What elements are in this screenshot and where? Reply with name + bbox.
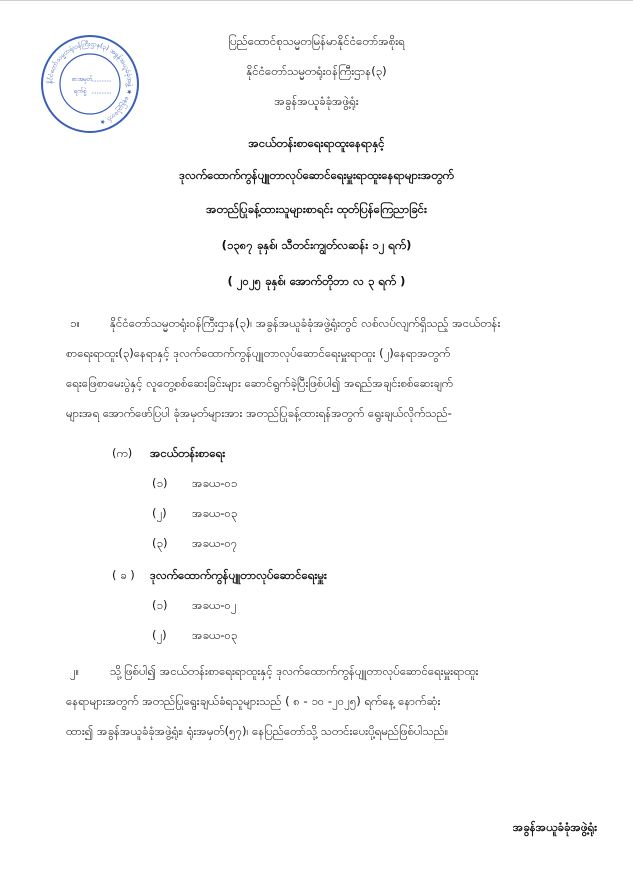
page-top-border (0, 0, 633, 1)
seal-line-ref: စာအမှတ် (72, 76, 93, 83)
paragraph-1-line: ရေးဖြေစာမေးပွဲနှင့် လူတွေ့စစ်ဆေးခြင်းများ ဆောင်ရွက်ခဲ့ပြီးဖြစ်ပါ၍ အရည်အချင်းစစ်ဆေးချက် (66, 376, 453, 390)
header-office: အခွန်အယူခံခုံအဖွဲ့ရုံး (274, 94, 359, 108)
signature-office: အခွန်အယူခံခုံအဖွဲ့ရုံး (512, 820, 597, 834)
list-item-number: (၁) (152, 598, 168, 612)
paragraph-1-line: များအရ အောက်ဖော်ပြပါ ခုံအမှတ်များအား အတည်ပြုခန့်ထားရန်အတွက် ရွေးချယ်လိုက်သည်- (66, 406, 452, 420)
list-item-number: (၃) (152, 536, 168, 550)
paragraph-2-line: သို့ဖြစ်ပါ၍ အငယ်တန်းစာရေးရာထူးနှင့် ဒုလက်ထောက်ကွန်ပျူတာလုပ်ဆောင်ရေးမှူးရာထူး (110, 664, 479, 678)
list-item-number: (၂) (152, 506, 167, 520)
paragraph-1-line: နိုင်ငံတော်သမ္မတရုံးဝန်ကြီးဌာန(၃)၊ အခွန်အယူခံခုံအဖွဲ့ရုံးတွင် လစ်လပ်လျက်ရှိသည့် အငယ်တန်း (110, 316, 501, 330)
header-government: ပြည်ထောင်စုသမ္မတမြန်မာနိုင်ငံတော်အစိုးရ (228, 34, 405, 48)
list-item-seat-number: အခယ-၀၂ (192, 598, 237, 612)
paragraph-2-number: ၂။ (70, 664, 80, 678)
paragraph-2-line: နေရာများအတွက် အတည်ပြုရွေးချယ်ခံရသူများသည် ( ၈ - ၁၀ -၂၀၂၅) ရက်နေ့ နောက်ဆုံး (66, 694, 441, 708)
date-gregorian: ( ၂၀၂၅ ခုနှစ်၊ အောက်တိုဘာ လ ၃ ရက် ) (227, 274, 406, 288)
date-myanmar: (၁၃၈၇ ခုနှစ်၊ သီတင်းကျွတ်လဆန်း ၁၂ ရက်) (221, 238, 412, 252)
list-item-seat-number: အခယ-၀၇ (192, 536, 238, 550)
list-item-number: (၂) (152, 628, 167, 642)
seal-ring-text: နိုင်ငံတော်သမ္မတရုံးဝန်ကြီးဌာန(၃) အခွန်အယူခံခုံအဖွဲ့ ★ နေပြည်တော် ★ (45, 39, 135, 127)
list-item-seat-number: အခယ-၀၁ (192, 476, 238, 490)
paragraph-1-line: စာရေးရာထူး(၃)နေရာနှင့် ဒုလက်ထောက်ကွန်ပျူတာလုပ်ဆောင်ရေးမှူးရာထူး (၂)နေရာအတွက် (66, 346, 451, 360)
section-b-marker: ( ခ ) (112, 568, 135, 582)
paragraph-2-line: ထား၍ အခွန်အယူခံခုံအဖွဲ့ရုံး၊ ရုံးအမှတ်(၅၇)၊ နေပြည်တော်သို့ သတင်းပေးပို့ရမည်ဖြစ်ပါသည်။ (66, 724, 449, 738)
title-line-3: အတည်ပြုခန့်ထားသူများစာရင်း ထုတ်ပြန်ကြေညာခြင်း (206, 202, 427, 216)
section-b-heading: ဒုလက်ထောက်ကွန်ပျူတာလုပ်ဆောင်ရေးမှူး (150, 568, 327, 582)
header-ministry: နိုင်ငံတော်သမ္မတရုံးဝန်ကြီးဌာန(၃) (246, 64, 387, 78)
seal-line-date: ရက်စွဲ (74, 88, 87, 95)
section-a-heading: အငယ်တန်းစာရေး (150, 446, 226, 460)
list-item-number: (၁) (152, 476, 168, 490)
list-item-seat-number: အခယ-၀၃ (192, 628, 238, 642)
title-line-2: ဒုလက်ထောက်ကွန်ပျူတာလုပ်ဆောင်ရေးမှူးရာထူးနေရာများအတွက် (179, 168, 454, 182)
section-a-marker: (က) (112, 446, 133, 460)
paragraph-1-number: ၁။ (70, 316, 80, 330)
title-line-1: အငယ်တန်းစာရေးရာထူးနေရာနှင့် (248, 136, 385, 150)
list-item-seat-number: အခယ-၀၃ (192, 506, 238, 520)
